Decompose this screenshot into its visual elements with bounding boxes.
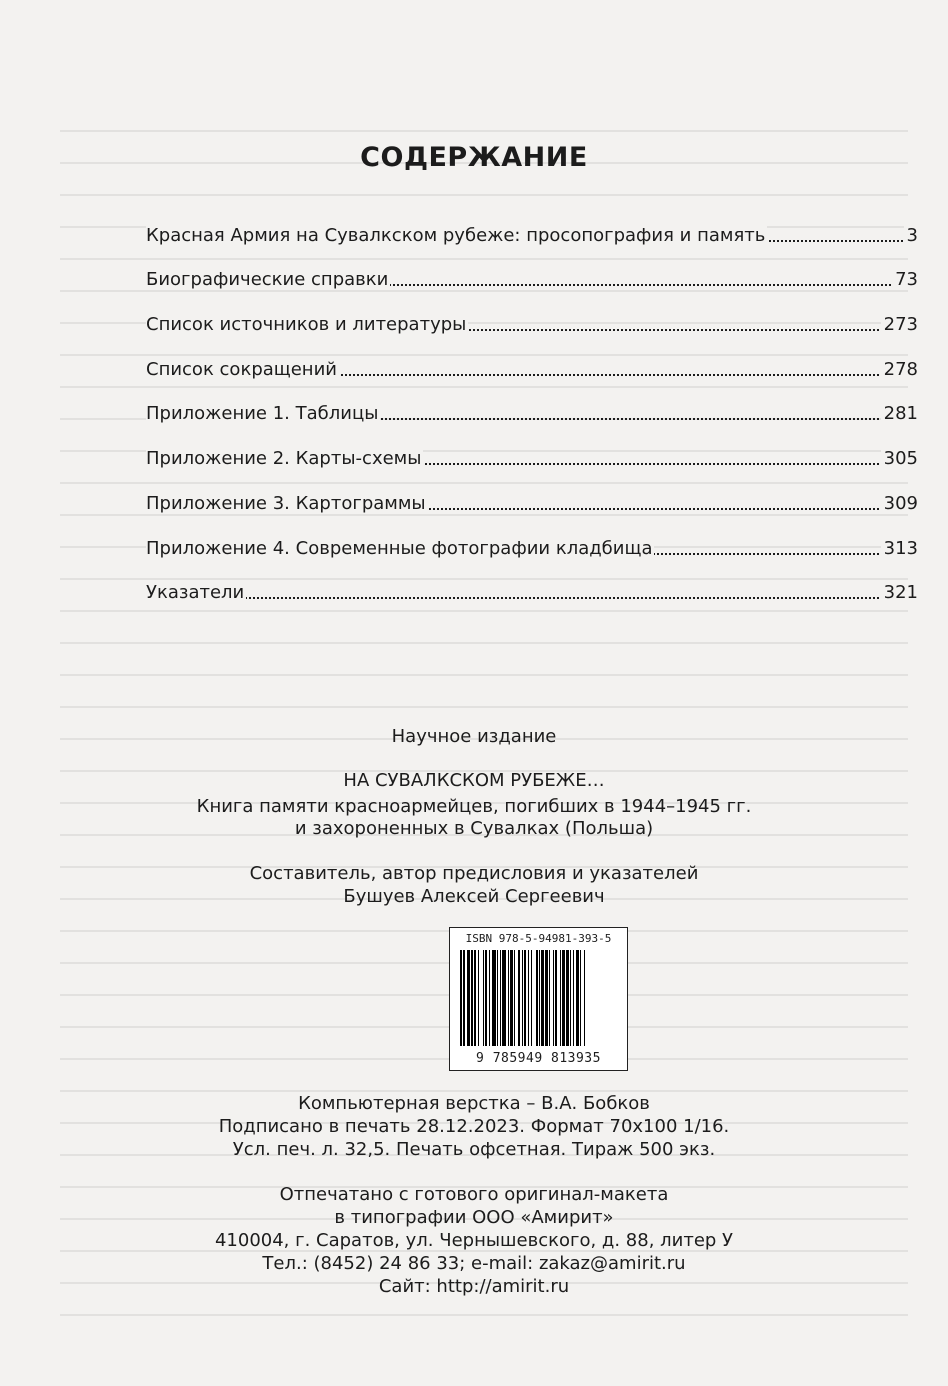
barcode-digits: 9 785949 813935: [476, 1051, 601, 1066]
contacts: Тел.: (8452) 24 86 33; e-mail: zakaz@amirit.ru: [262, 1253, 686, 1274]
page-title: СОДЕРЖАНИЕ: [360, 142, 588, 173]
toc-entry-label: Биографические справки: [146, 269, 389, 291]
book-title: НА СУВАЛКСКОМ РУБЕЖЕ…: [343, 770, 605, 791]
toc-entry[interactable]: [146, 531, 918, 576]
toc-entry[interactable]: [146, 218, 918, 263]
toc-entry[interactable]: [146, 441, 918, 486]
toc-entry[interactable]: [146, 486, 918, 531]
printing-house: в типографии ООО «Амирит»: [334, 1207, 614, 1228]
table-of-contents: [146, 218, 918, 620]
barcode-bar: [584, 950, 585, 1046]
toc-entry[interactable]: [146, 263, 918, 308]
toc-entry-page: 3: [904, 225, 918, 246]
toc-entry-page: 309: [881, 493, 918, 514]
toc-entry-label: Указатели: [146, 582, 245, 604]
toc-entry-page: 321: [881, 582, 918, 603]
toc-entry-page: 278: [881, 359, 918, 380]
isbn-barcode: [449, 927, 628, 1071]
toc-entry-page: 73: [892, 269, 918, 290]
book-subtitle-line-1: Книга памяти красноармейцев, погибших в 1944–1945 гг.: [196, 796, 752, 817]
toc-entry-page: 313: [881, 538, 918, 559]
barcode-bars: [460, 950, 619, 1046]
toc-entry-label: Приложение 3. Картограммы: [146, 492, 426, 514]
toc-entry-label: Список источников и литературы: [146, 314, 467, 336]
book-subtitle-line-2: и захороненных в Сувалках (Польша): [294, 818, 654, 839]
toc-leader-dots: [146, 597, 918, 599]
toc-entry[interactable]: [146, 397, 918, 442]
toc-entry-label: Приложение 4. Современные фотографии кладбища: [146, 537, 653, 559]
print-specs: Усл. печ. л. 32,5. Печать офсетная. Тираж 500 экз.: [232, 1139, 716, 1160]
toc-entry-label: Приложение 1. Таблицы: [146, 403, 379, 425]
website: Сайт: http://amirit.ru: [378, 1276, 570, 1297]
printed-from: Отпечатано с готового оригинал-макета: [279, 1184, 669, 1205]
signed-to-print: Подписано в печать 28.12.2023. Формат 70х100 1/16.: [218, 1116, 730, 1137]
layout-credit: Компьютерная верстка – В.А. Бобков: [298, 1093, 650, 1114]
edition-type: Научное издание: [391, 726, 557, 747]
toc-entry-page: 305: [881, 448, 918, 469]
toc-entry-page: 273: [881, 314, 918, 335]
toc-entry-label: Приложение 2. Карты-схемы: [146, 448, 422, 470]
toc-entry[interactable]: [146, 307, 918, 352]
toc-entry-label: Красная Армия на Сувалкском рубеже: просопография и память: [146, 224, 766, 246]
compiler-role: Составитель, автор предисловия и указателей: [249, 863, 699, 884]
toc-entry[interactable]: [146, 576, 918, 621]
toc-entry-page: 281: [881, 403, 918, 424]
isbn-number: ISBN 978-5-94981-393-5: [465, 932, 612, 945]
address: 410004, г. Саратов, ул. Чернышевского, д. 88, литер У: [214, 1230, 734, 1251]
toc-entry[interactable]: [146, 352, 918, 397]
compiler-name: Бушуев Алексей Сергеевич: [343, 886, 605, 907]
toc-entry-label: Список сокращений: [146, 358, 337, 380]
